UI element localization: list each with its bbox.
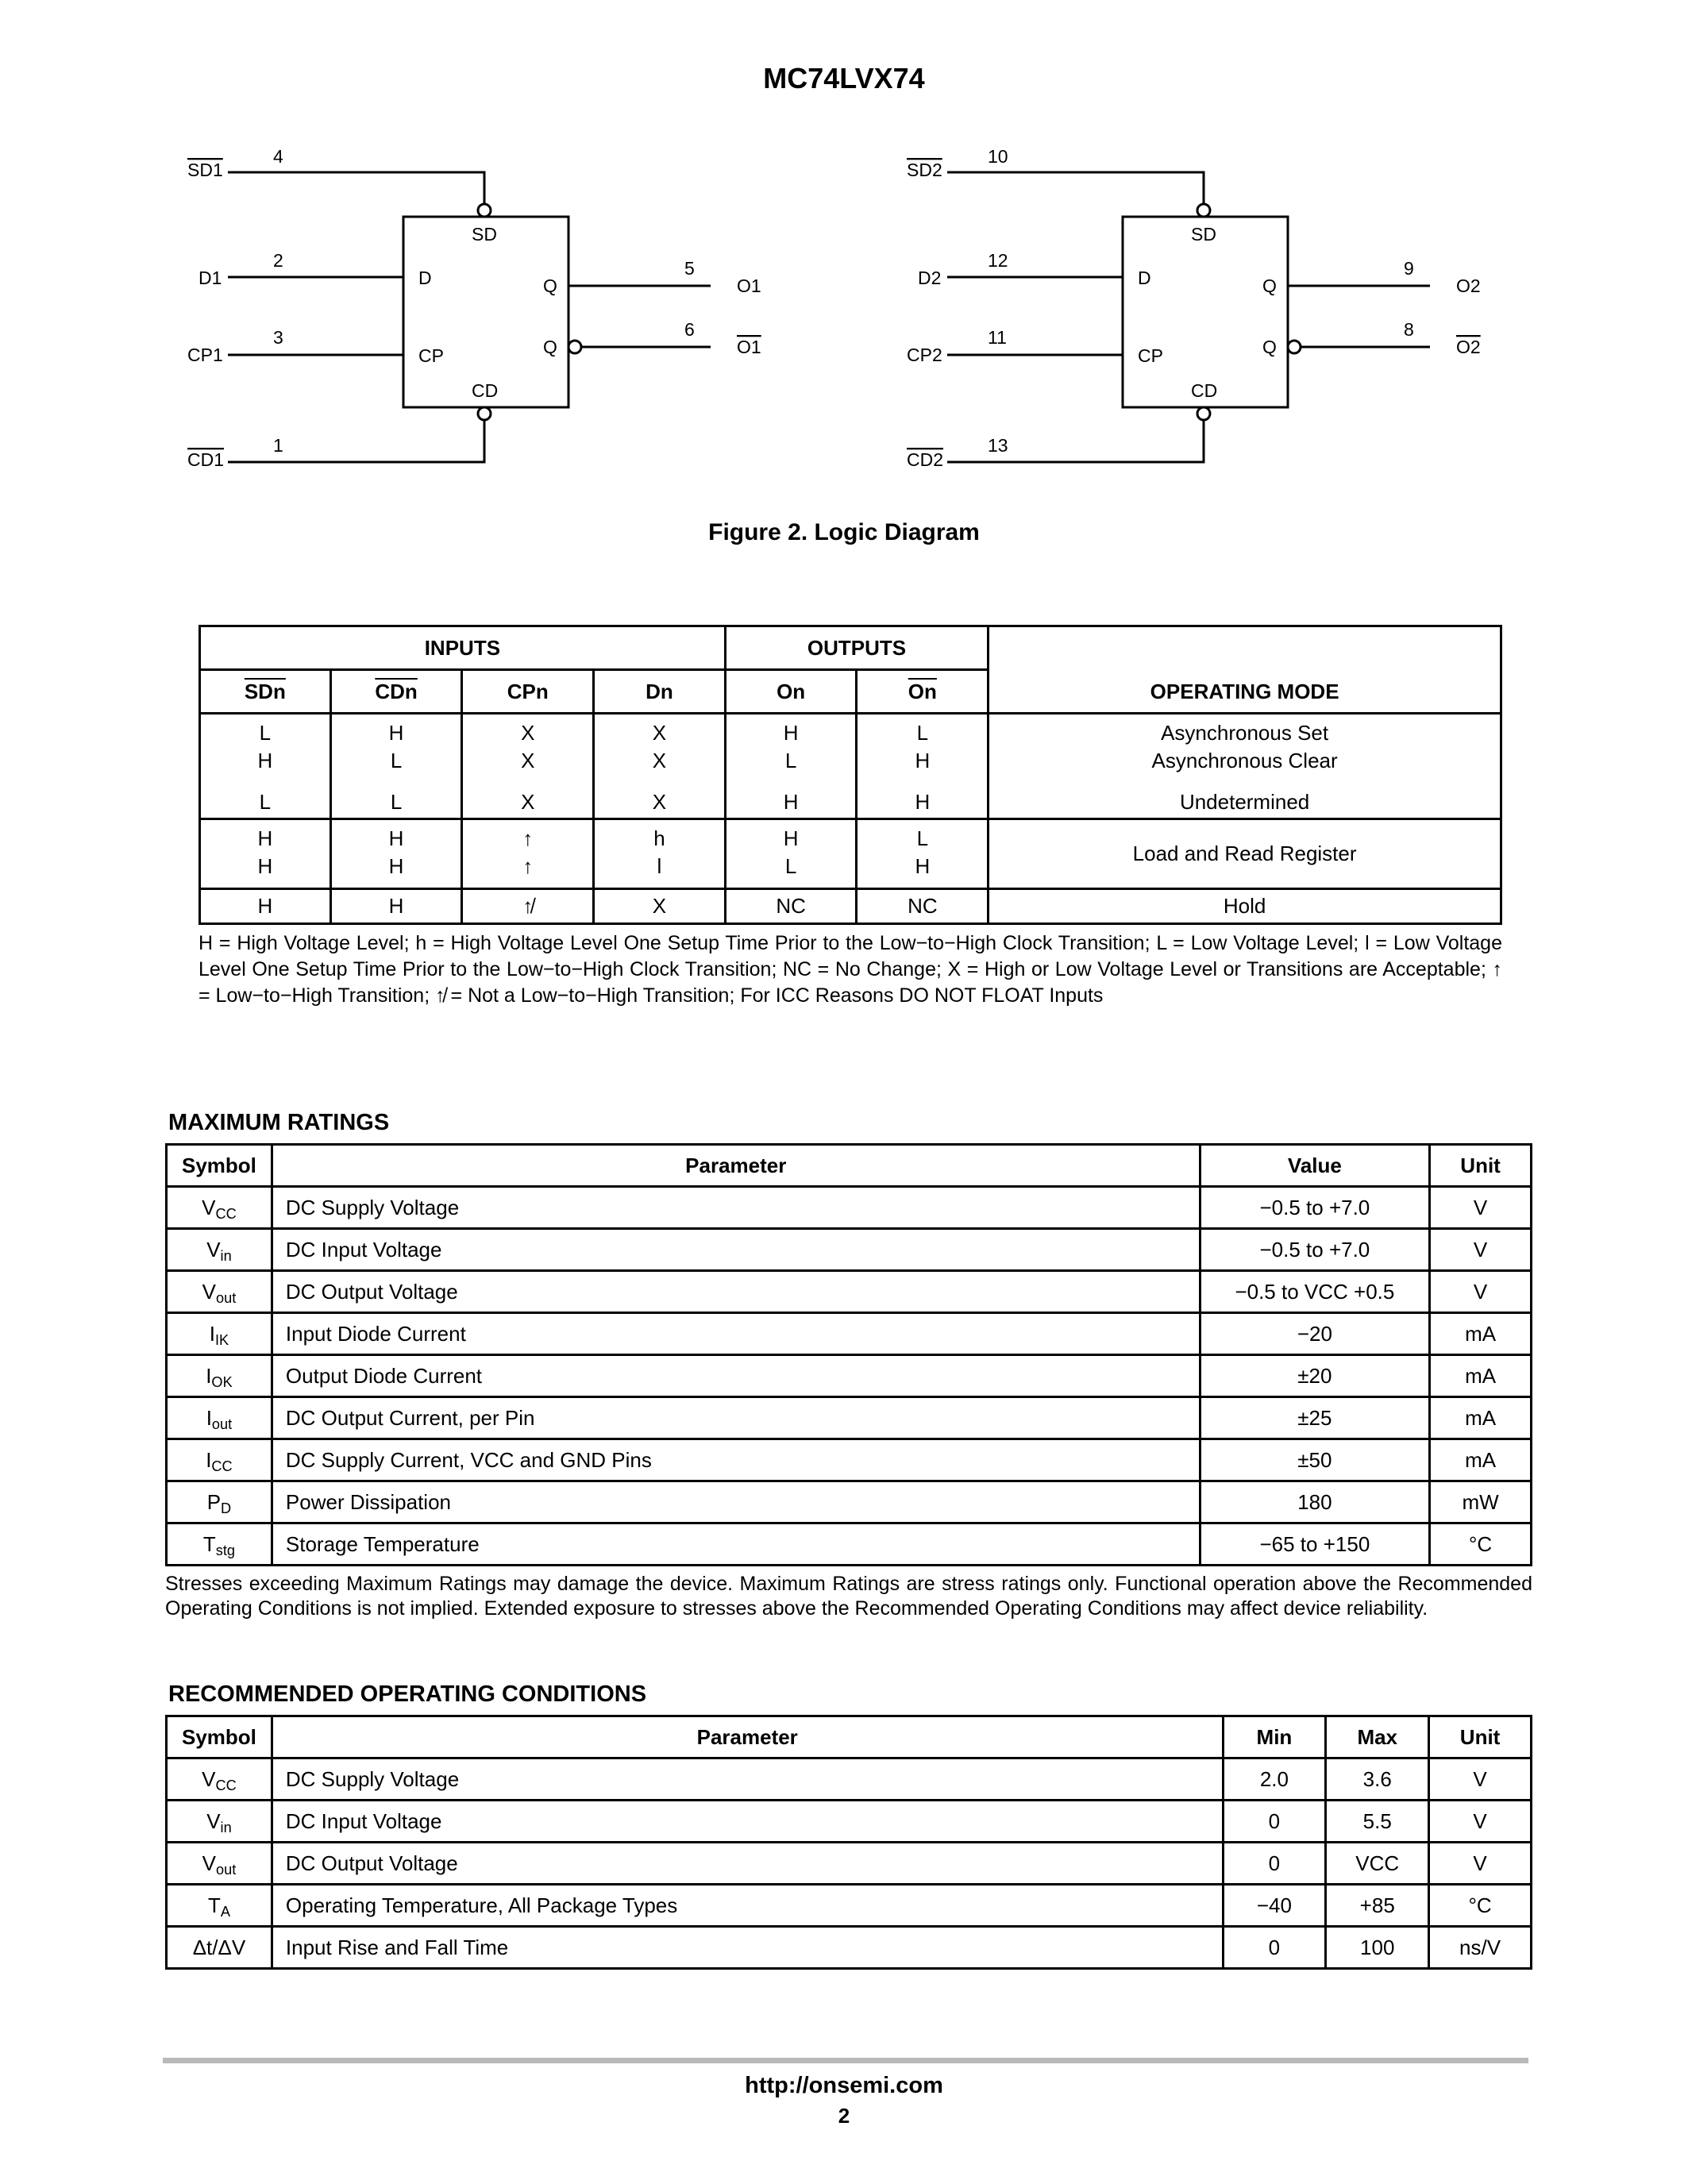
q-output-label: O2 [1456,275,1481,296]
symbol-cell: $I_{IK}$ [167,1313,272,1355]
d-input-label: D2 [918,268,942,288]
table-row [167,1481,1532,1523]
unit-cell: V [1430,1187,1532,1229]
max-cell: 100 [1326,1927,1429,1969]
on-bar-cells: L H H [857,714,989,819]
symbol-cell: $V_{CC}$ [167,1187,272,1229]
parameter-cell: DC Input Voltage [272,1801,1223,1843]
table-row [167,1271,1532,1313]
parameter-cell: DC Supply Current, VCC and GND Pins [272,1439,1200,1481]
cd-pin-number: 1 [273,435,283,456]
q-pin-number: 5 [684,258,695,279]
max-cell: +85 [1326,1885,1429,1927]
on-header: On [725,670,857,714]
box-q-label: Q [543,275,557,296]
on-bar-header: $\overline{On}$ [857,670,989,714]
unit-cell: mA [1430,1397,1532,1439]
unit-cell: V [1430,1271,1532,1313]
unit-header: Unit [1430,1145,1532,1187]
cd-input-label: CD2 [907,449,944,470]
cpn-cell: ↑̸ [462,889,594,924]
figure-caption: Figure 2. Logic Diagram [708,519,980,545]
inputs-group-header: INPUTS [200,626,726,670]
table-row [167,1355,1532,1397]
truth-table-notes: H = High Voltage Level; h = High Voltage Level One Setup Time Prior to the Low−to−High Clock Transition; L = Low Voltage Level; l = Low Voltage Level One Setup Time Prior to the Low−to−High Clock Transition; NC = No Change; X = High or Low Voltage Level or Transitions are Acceptable; ↑ = Low−to−High Transition; ↑̸ = Not a Low−to−High Transition; For ICC Reasons DO NOT FLOAT Inputs [198,932,1502,1007]
parameter-header: Parameter [272,1716,1223,1758]
unit-cell: °C [1429,1885,1532,1927]
parameter-cell: Power Dissipation [272,1481,1200,1523]
rec-conditions-title: RECOMMENDED OPERATING CONDITIONS [168,1681,647,1707]
max-ratings-title: MAXIMUM RATINGS [168,1110,390,1135]
parameter-cell: Storage Temperature [272,1523,1200,1566]
parameter-cell: Operating Temperature, All Package Types [272,1885,1223,1927]
table-row [167,1397,1532,1439]
box-qbar-label: Q [1262,337,1277,357]
cp-pin-number: 3 [273,327,283,348]
sd-wire [947,172,1204,204]
cpn-cells: ↑ ↑ [462,819,594,889]
unit-cell: °C [1430,1523,1532,1566]
unit-header: Unit [1429,1716,1532,1758]
cpn-cells: X X X [462,714,594,819]
table-row [167,1439,1532,1481]
symbol-cell: $I_{CC}$ [167,1439,272,1481]
value-cell: −0.5 to VCC +0.5 [1200,1271,1430,1313]
operating-mode-header: OPERATING MODE [989,626,1501,714]
max-cell: 3.6 [1326,1758,1429,1801]
unit-cell: mA [1430,1355,1532,1397]
on-cells: H L H [725,714,857,819]
sd-wire [228,172,484,204]
parameter-cell: DC Supply Voltage [272,1187,1200,1229]
qbar-output-label: O2 [1456,337,1481,357]
parameter-cell: Output Diode Current [272,1355,1200,1397]
flip-flop-box [1123,217,1288,407]
truth-group-header-row [200,626,1501,670]
truth-table [198,625,1502,925]
flip-flop-2 [907,146,1481,470]
on-cell: NC [725,889,857,924]
min-cell: 0 [1223,1801,1326,1843]
table-row [167,1801,1532,1843]
max-ratings-note: Stresses exceeding Maximum Ratings may damage the device. Maximum Ratings are stress ratings only. Functional operation above the Recommended Operating Conditions is not implied. Extended exposure to stresses above the Recommended Operating Conditions may affect device reliability. [165,1573,1532,1620]
dn-cells: X X X [594,714,726,819]
box-cp-label: CP [1138,345,1163,366]
min-cell: 2.0 [1223,1758,1326,1801]
value-header: Value [1200,1145,1430,1187]
max-header: Max [1326,1716,1429,1758]
cp-input-label: CP2 [907,345,942,365]
symbol-cell: $P_D$ [167,1481,272,1523]
sdn-cells: L H L [200,714,331,819]
symbol-cell: $V_{out}$ [167,1843,272,1885]
outputs-group-header: OUTPUTS [725,626,988,670]
box-cp-label: CP [418,345,444,366]
cpn-header: CPn [462,670,594,714]
rec-conditions-table [165,1715,1532,1970]
parameter-cell: Input Diode Current [272,1313,1200,1355]
max-cell: 5.5 [1326,1801,1429,1843]
unit-cell: mA [1430,1313,1532,1355]
sd-pin-number: 4 [273,146,283,167]
sd-inversion-bubble [478,204,491,217]
footer-divider [163,2058,1528,2063]
truth-group-async [200,714,1501,819]
parameter-header: Parameter [272,1145,1200,1187]
cdn-cell: H [330,889,462,924]
unit-cell: mW [1430,1481,1532,1523]
min-header: Min [1223,1716,1326,1758]
symbol-cell: Δt/ΔV [167,1927,272,1969]
box-sd-label: SD [1191,224,1216,245]
unit-cell: V [1429,1843,1532,1885]
parameter-cell: DC Output Voltage [272,1843,1223,1885]
parameter-cell: Input Rise and Fall Time [272,1927,1223,1969]
table-header-row [167,1145,1532,1187]
cd-input-label: CD1 [187,449,225,470]
value-cell: −0.5 to +7.0 [1200,1229,1430,1271]
cd-wire [228,420,484,462]
max-ratings-table [165,1143,1532,1566]
cd-inversion-bubble [478,407,491,420]
sd-input-label: SD1 [187,160,223,180]
symbol-cell: $V_{in}$ [167,1229,272,1271]
value-cell: ±50 [1200,1439,1430,1481]
parameter-cell: DC Input Voltage [272,1229,1200,1271]
box-d-label: D [418,268,432,288]
cd-wire [947,420,1204,462]
on-bar-cells: L H [857,819,989,889]
symbol-cell: $V_{out}$ [167,1271,272,1313]
flip-flop-box [403,217,568,407]
dn-cell: X [594,889,726,924]
unit-cell: mA [1430,1439,1532,1481]
max-cell: VCC [1326,1843,1429,1885]
parameter-cell: DC Output Current, per Pin [272,1397,1200,1439]
value-cell: −20 [1200,1313,1430,1355]
symbol-cell: $I_{OK}$ [167,1355,272,1397]
symbol-cell: $V_{in}$ [167,1801,272,1843]
unit-cell: V [1430,1229,1532,1271]
cd-inversion-bubble [1197,407,1210,420]
parameter-cell: DC Output Voltage [272,1271,1200,1313]
value-cell: −65 to +150 [1200,1523,1430,1566]
table-header-row [167,1716,1532,1758]
on-bar-cell: NC [857,889,989,924]
q-pin-number: 9 [1404,258,1414,279]
value-cell: ±25 [1200,1397,1430,1439]
unit-cell: V [1429,1801,1532,1843]
box-d-label: D [1138,268,1151,288]
q-output-label: O1 [737,275,761,296]
table-row [167,1843,1532,1885]
min-cell: 0 [1223,1927,1326,1969]
d-pin-number: 12 [988,250,1008,271]
table-row [167,1229,1532,1271]
cd-pin-number: 13 [988,435,1008,456]
d-pin-number: 2 [273,250,283,271]
value-cell: 180 [1200,1481,1430,1523]
symbol-header: Symbol [167,1716,272,1758]
min-cell: 0 [1223,1843,1326,1885]
box-cd-label: CD [472,380,499,401]
qbar-pin-number: 8 [1404,319,1414,340]
sdn-cells: H H [200,819,331,889]
page-number: 2 [838,2104,850,2128]
cp-pin-number: 11 [988,327,1007,348]
min-cell: −40 [1223,1885,1326,1927]
qbar-inversion-bubble [1288,341,1301,353]
table-row [167,1758,1532,1801]
dn-cells: h l [594,819,726,889]
table-row [167,1927,1532,1969]
table-row [167,1523,1532,1566]
sdn-header: $\overline{SDn}$ [200,670,331,714]
footer-link[interactable]: http://onsemi.com [745,2073,943,2098]
symbol-cell: $V_{CC}$ [167,1758,272,1801]
symbol-cell: $T_A$ [167,1885,272,1927]
value-cell: −0.5 to +7.0 [1200,1187,1430,1229]
unit-cell: ns/V [1429,1927,1532,1969]
logic-diagram [0,119,1688,500]
parameter-cell: DC Supply Voltage [272,1758,1223,1801]
d-input-label: D1 [198,268,222,288]
cdn-cells: H H [330,819,462,889]
cdn-cells: H L L [330,714,462,819]
value-cell: ±20 [1200,1355,1430,1397]
mode-cells: Asynchronous Set Asynchronous Clear Undetermined [989,714,1501,819]
box-qbar-label: Q [543,337,557,357]
box-q-label: Q [1262,275,1277,296]
symbol-header: Symbol [167,1145,272,1187]
box-sd-label: SD [472,224,497,245]
cdn-header: $\overline{CDn}$ [330,670,462,714]
sd-input-label: SD2 [907,160,942,180]
mode-cell: Load and Read Register [989,819,1501,889]
symbol-cell: $I_{out}$ [167,1397,272,1439]
qbar-inversion-bubble [568,341,581,353]
qbar-pin-number: 6 [684,319,695,340]
dn-header: Dn [594,670,726,714]
mode-cell: Hold [989,889,1501,924]
unit-cell: V [1429,1758,1532,1801]
table-row [167,1885,1532,1927]
sd-pin-number: 10 [988,146,1008,167]
truth-group-load [200,819,1501,889]
table-row [167,1187,1532,1229]
sdn-cell: H [200,889,331,924]
box-cd-label: CD [1191,380,1218,401]
sd-inversion-bubble [1197,204,1210,217]
page-title: MC74LVX74 [763,62,925,94]
table-row [167,1313,1532,1355]
cp-input-label: CP1 [187,345,223,365]
symbol-cell: $T_{stg}$ [167,1523,272,1566]
flip-flop-1 [187,146,761,470]
on-cells: H L [725,819,857,889]
truth-row-hold [200,889,1501,924]
qbar-output-label: O1 [737,337,761,357]
